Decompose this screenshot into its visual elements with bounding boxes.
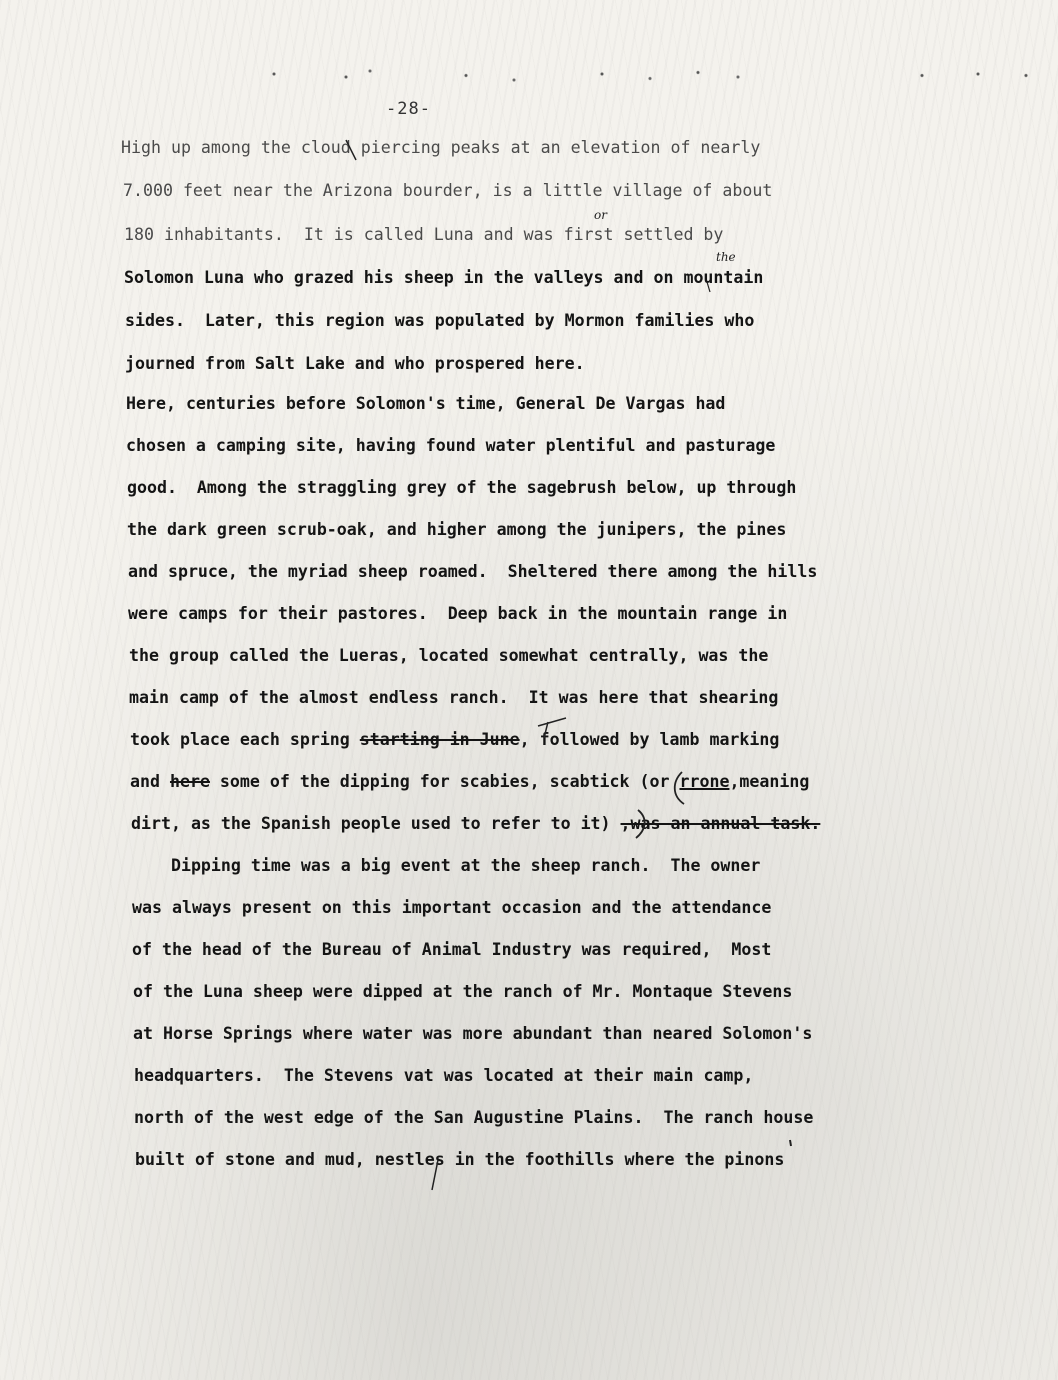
- text-line-24: north of the west edge of the San Augustine Plains. The ranch house: [134, 1108, 814, 1127]
- text-line-3: 180 inhabitants. It is called Luna and was first settled by: [124, 225, 724, 244]
- handwritten-the: the: [716, 250, 736, 264]
- text-line-6: journed from Salt Lake and who prospered here.: [125, 354, 585, 373]
- text-line-1: High up among the cloud piercing peaks at an elevation of nearly: [121, 138, 761, 157]
- struck-annual-task: ,was an annual task.: [620, 814, 821, 833]
- line-16-start: and: [130, 772, 170, 791]
- text-line-5: sides. Later, this region was populated by Mormon families who: [125, 311, 755, 330]
- line-15-start: took place each spring: [130, 730, 360, 749]
- line-15-end: , followed by lamb marking: [519, 730, 780, 749]
- text-line-15: [130, 732, 779, 749]
- line-16-middle: some of the dipping for scabies, scabtick (or: [209, 772, 680, 791]
- text-line-17: [131, 816, 820, 833]
- text-line-20: of the head of the Bureau of Animal Industry was required, Most: [132, 940, 772, 959]
- text-line-8: chosen a camping site, having found water plentiful and pasturage: [126, 436, 776, 455]
- line-16-end: ,meaning: [729, 772, 810, 791]
- text-line-9: good. Among the straggling grey of the sagebrush below, up through: [127, 478, 797, 497]
- text-line-13: the group called the Lueras, located somewhat centrally, was the: [129, 646, 769, 665]
- underlined-rrone: rrone: [679, 772, 730, 791]
- text-line-21: of the Luna sheep were dipped at the ranch of Mr. Montaque Stevens: [133, 982, 793, 1001]
- struck-here: here: [169, 772, 210, 791]
- text-line-22: at Horse Springs where water was more abundant than neared Solomon's: [133, 1024, 813, 1043]
- struck-starting-in-june: starting in June: [359, 730, 520, 749]
- text-line-10: the dark green scrub-oak, and higher among the junipers, the pines: [127, 520, 787, 539]
- text-line-25: built of stone and mud, nestles in the foothills where the pinons: [135, 1150, 785, 1169]
- line-17-start: dirt, as the Spanish people used to refer to it): [131, 814, 621, 833]
- text-line-4: Solomon Luna who grazed his sheep in the valleys and on mountain: [124, 268, 764, 287]
- text-line-14: main camp of the almost endless ranch. It was here that shearing: [129, 688, 779, 707]
- text-line-16: [130, 774, 809, 791]
- text-line-12: were camps for their pastores. Deep back in the mountain range in: [128, 604, 788, 623]
- text-line-11: and spruce, the myriad sheep roamed. Sheltered there among the hills: [128, 562, 818, 581]
- text-line-2: 7.000 feet near the Arizona bourder, is a little village of about: [123, 181, 773, 200]
- page-number: -28-: [386, 99, 431, 119]
- text-line-18: Dipping time was a big event at the sheep ranch. The owner: [131, 856, 761, 875]
- ink-specks: [250, 62, 1050, 92]
- handwritten-or: or: [594, 208, 607, 222]
- text-line-7: Here, centuries before Solomon's time, General De Vargas had: [126, 394, 726, 413]
- text-line-19: was always present on this important occasion and the attendance: [132, 898, 772, 917]
- text-line-23: headquarters. The Stevens vat was located at their main camp,: [134, 1066, 754, 1085]
